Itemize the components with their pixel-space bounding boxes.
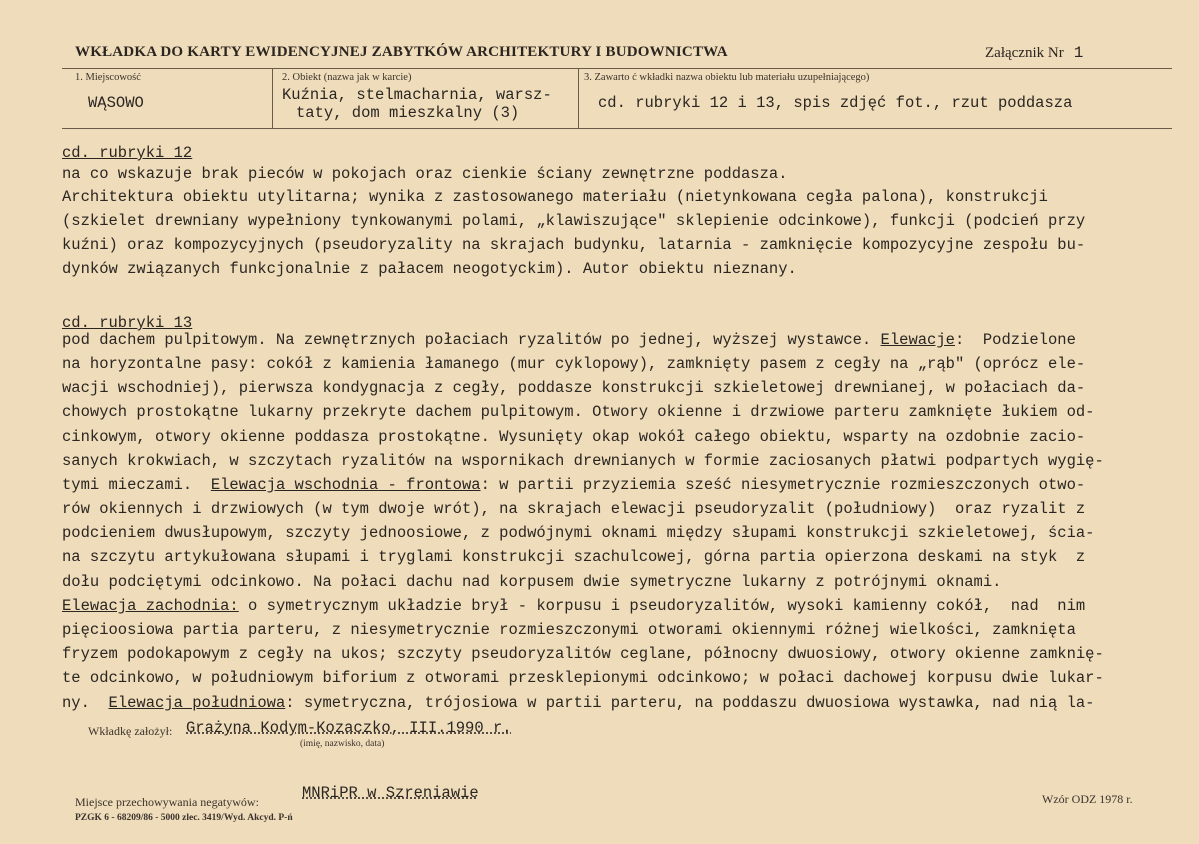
contents-label: 3. Zawarto ć wkładki nazwa obiektu lub materiału uzupełniającego) [584,72,870,83]
section-13-line-10: na szczytu artykułowana słupami i tryglami konstrukcji szachulcowej, górna partia opierzona deskami na styk z [62,548,1086,566]
object-value-line2: taty, dom mieszkalny (3) [296,104,520,122]
section-13-line-4: chowych prostokątne lukarny przekryte dachem pulpitowym. Otwory okienne i drzwiowe parteru zamknięte łukiem od- [62,403,1095,421]
section-13-line-14: fryzem podokapowym z cegły na ukos; szczyty pseudoryzalitów ceglane, północny dwuosiowy, otwory okienne zamknię- [62,645,1104,663]
section-13-line-16 [62,694,1172,712]
section-13-line-16-tail: : symetryczna, trójosiowa w partii parteru, na poddaszu dwuosiowa wystawka, nad nią la- [285,694,1095,712]
annex-number: 1 [1073,44,1084,62]
section-13-line-6: sanych krokwiach, w szczytach ryzalitów na wspornikach drewnianych w formie zaciosanych płatwi podpartych wygię- [62,452,1104,470]
print-info: PZGK 6 - 68209/86 - 5000 zlec. 3419/Wyd. Akcyd. P-ń [75,813,293,823]
section-13-line-8: rów okiennych i drzwiowych (w tym dwoje wrót), na skrajach elewacji pseudoryzalit (południowy) oraz ryzalit z [62,500,1086,518]
east-elevation-heading: Elewacja wschodnia - frontowa [210,476,481,494]
box-divider-2 [578,68,579,128]
section-13-line-12 [62,597,1172,615]
section-13-line-15: te odcinkowo, w południowym biforium z otworami przesklepionymi odcinkowo; w połaci dachowej korpusu dwie lukar- [62,669,1104,687]
author-value: Grażyna Kodym-Kozaczko, III.1990 r. [186,719,512,737]
section-12-line-2: Architektura obiektu utylitarna; wynika z zastosowanego materiału (nietynkowana cegła palona), konstrukcji [62,188,1048,206]
section-12-line-1: na co wskazuje brak pieców w pokojach oraz cienkie ściany zewnętrzne poddasza. [62,165,788,183]
locality-value: WĄSOWO [88,94,144,112]
section-12-heading: cd. rubryki 12 [62,144,193,162]
south-elevation-heading: Elewacja południowa [108,694,286,712]
object-label: 2. Obiekt (nazwa jak w karcie) [282,72,412,83]
section-13-line-11: dołu podciętymi odcinkowo. Na połaci dachu nad korpusem dwie symetryczne lukarny z potrójnymi oknami. [62,573,1002,591]
negatives-value: MNRiPR w Szreniawie [302,784,479,802]
form-title: WKŁADKA DO KARTY EWIDENCYJNEJ ZABYTKÓW ARCHITEKTURY I BUDOWNICTWA [75,44,728,60]
author-caption: (imię, nazwisko, data) [300,739,385,749]
template-version: Wzór ODZ 1978 r. [1042,792,1133,806]
west-elevation-heading: Elewacja zachodnia: [62,597,239,615]
contents-value: cd. rubryki 12 i 13, spis zdjęć fot., rzut poddasza [598,94,1073,112]
section-13-line-13: pięcioosiowa partia parteru, z niesymetrycznie rozmieszczonymi otworami okiennymi różnej wielkości, zamknięta [62,621,1076,639]
section-13-line-16-text: ny. [62,694,109,712]
section-13-line-2: na horyzontalne pasy: cokół z kamienia łamanego (mur cyklopowy), zamknięty pasem z cegły na „rąb" (oprócz ele- [62,355,1086,373]
annex-label-text: Załącznik Nr [985,45,1064,61]
section-13-line-5: cinkowym, otwory okienne poddasza prostokątne. Wysunięty okap wokół całego obiektu, wsparty na ozdobnie zacio- [62,428,1086,446]
header-bottom-rule [62,128,1172,129]
author-label: Wkładkę założył: [88,724,173,738]
box-divider-1 [272,68,273,128]
negatives-label: Miejsce przechowywania negatywów: [75,795,259,809]
section-13-line-1-text: pod dachem pulpitowym. Na zewnętrznych połaciach ryzalitów po jednej, wyższej wystawce. [62,331,881,349]
section-13-line-7 [62,476,1172,494]
section-13-line-7-text: tymi mieczami. [62,476,211,494]
object-value-line1: Kuźnia, stelmacharnia, warsz- [282,86,552,104]
elevations-heading: Elewacje [880,331,955,349]
section-12-line-3: (szkielet drewniany wypełniony tynkowanymi polami, „klawiszujące" sklepienie odcinkowe), funkcji (podcień przy [62,212,1086,230]
annex-label [985,44,1083,62]
section-13-line-12-tail: o symetrycznym układzie brył - korpusu i pseudoryzalitów, wysoki kamienny cokół, nad nim [238,597,1086,615]
section-13-line-9: podcieniem dwusłupowym, szczyty jednoosiowe, z podwójnymi oknami między słupami konstrukcji szkieletowej, ścia- [62,524,1095,542]
section-13-line-3: wacji wschodniej), pierwsza kondygnacja z cegły, poddasze konstrukcji szkieletowej drewnianej, w połaciach da- [62,379,1086,397]
section-13-heading: cd. rubryki 13 [62,314,193,332]
section-13-line-1-tail: : Podzielone [954,331,1076,349]
section-13-line-1 [62,331,1172,349]
locality-label: 1. Miejscowość [75,72,141,83]
section-12-line-5: dynków związanych funkcjonalnie z pałacem neogotyckim). Autor obiektu nieznany. [62,260,797,278]
section-12-line-4: kuźni) oraz kompozycyjnych (pseudoryzality na skrajach budynku, latarnia - zamknięcie kompozycyjne zespołu bu- [62,236,1086,254]
section-13-line-7-tail: : w partii przyziemia sześć niesymetrycznie rozmieszczonych otwo- [480,476,1086,494]
header-top-rule [62,68,1172,69]
